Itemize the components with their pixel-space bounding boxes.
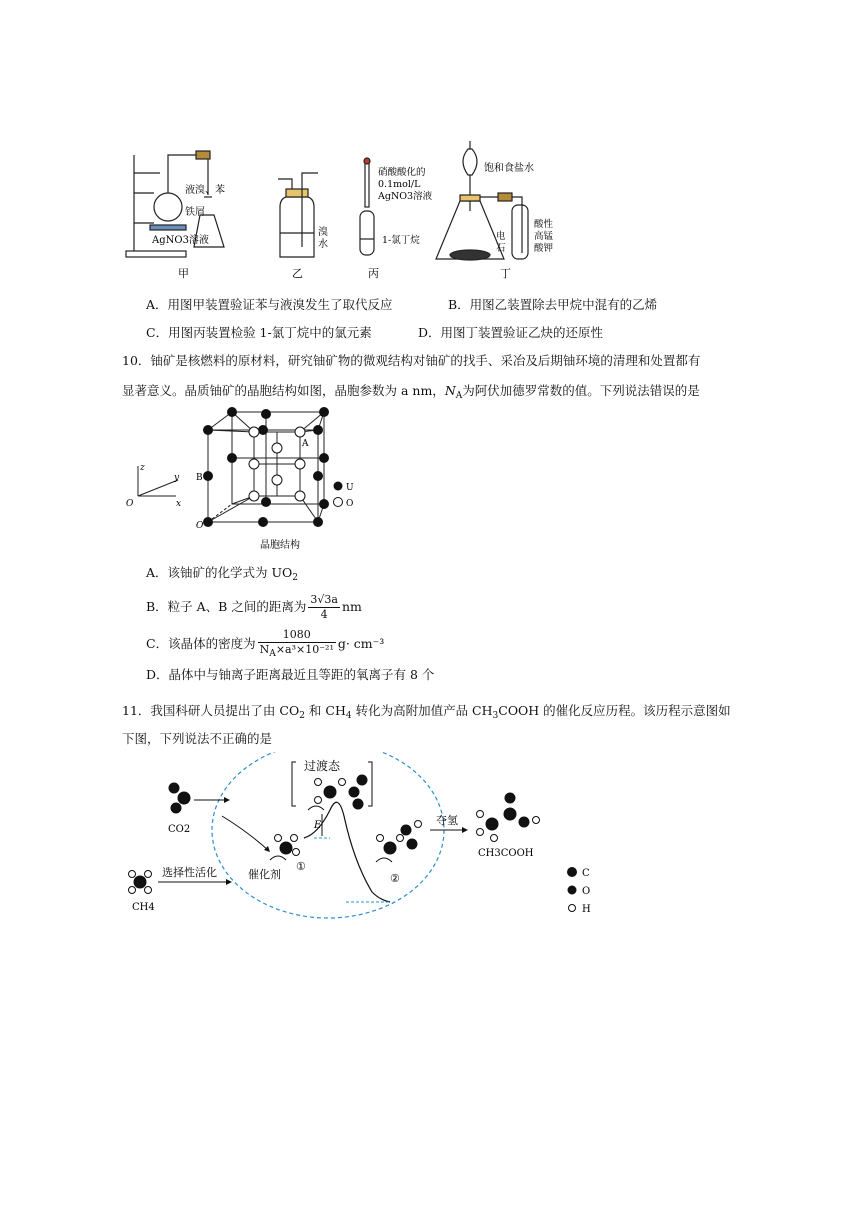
- q10-option-b: [146, 593, 362, 622]
- legend-o: O: [582, 886, 591, 897]
- catalyst-region: [212, 752, 444, 918]
- q11-text-c: 转化为高附加值产品 CH: [351, 703, 493, 718]
- jia-caption: 甲: [178, 267, 189, 280]
- axis-y: y: [174, 473, 180, 483]
- q11-sub-2: 2: [299, 711, 305, 721]
- fraction-numerator: 1080: [258, 628, 336, 643]
- axis-x: x: [176, 499, 182, 509]
- label-co2: CO2: [168, 824, 191, 835]
- label-selective: 选择性活化: [162, 866, 217, 879]
- ding-label-brine: 饱和食盐水: [484, 163, 534, 174]
- ding-label-kmno4-3: 酸钾: [534, 243, 554, 254]
- co2-molecule: [169, 783, 190, 813]
- q11-sub-3: 3: [492, 711, 499, 721]
- ch4-molecule: [129, 871, 152, 894]
- fraction-denominator: 4: [320, 608, 328, 621]
- yi-label-bromine: 溴: [318, 227, 328, 238]
- q10-option-c-unit: g· cm⁻³: [337, 636, 385, 652]
- bing-label-conc: 0.1mol/L: [378, 179, 421, 190]
- q10-option-c-text: C．该晶体的密度为: [146, 636, 256, 652]
- q10-option-a-sub: 2: [292, 573, 299, 583]
- q9-option-d: D．用图丁装置验证乙炔的还原性: [418, 325, 604, 340]
- label-step2: ②: [390, 872, 400, 885]
- legend-h: H: [582, 904, 591, 915]
- apparatus-ding: [436, 141, 528, 260]
- q10-option-b-unit: nm: [341, 599, 362, 614]
- q10-option-c: [146, 628, 384, 661]
- yi-caption: 乙: [292, 267, 303, 280]
- axis-origin: O: [126, 499, 134, 509]
- q11-text-b: 和 CH: [304, 703, 346, 718]
- ding-label-kmno4-2: 高锰: [534, 231, 554, 242]
- q9-option-a: A．用图甲装置验证苯与液溴发生了取代反应: [146, 297, 393, 312]
- q10-stem-na: N: [444, 383, 456, 398]
- label-hydrogen: 夺氢: [436, 814, 458, 827]
- q10-option-c-fraction: [258, 628, 336, 661]
- q10-crystal-figure: [120, 402, 370, 552]
- label-step1: ①: [296, 860, 306, 873]
- bing-label-chloro: 1-氯丁烷: [382, 235, 420, 246]
- q10-stem-na-sub: A: [455, 391, 463, 401]
- q10-option-b-text: B．粒子 A、B 之间的距离为: [146, 599, 307, 614]
- label-catalyst: 催化剂: [248, 868, 281, 881]
- label-o: O: [196, 521, 204, 531]
- q11-sub-4: 4: [345, 711, 352, 721]
- bing-label-agno3: AgNO3溶液: [378, 191, 433, 202]
- q10-option-d: D．晶体中与铀离子距离最近且等距的氧离子有 8 个: [146, 667, 435, 682]
- bing-caption: 丙: [368, 267, 379, 280]
- adsorbed-species-1: [270, 835, 300, 861]
- jia-label-agno3: AgNO3溶液: [152, 235, 209, 246]
- jia-label-iron: 铁屑: [185, 207, 205, 218]
- apparatus-bing: [360, 158, 374, 255]
- legend-o: O: [346, 499, 354, 509]
- label-product: CH3COOH: [478, 848, 534, 859]
- q11-stem-line1: [122, 701, 731, 721]
- axis-z: z: [140, 463, 145, 473]
- transition-state-species: [308, 775, 367, 810]
- q10-option-a-text: A．该铀矿的化学式为 UO: [146, 565, 293, 580]
- apparatus-yi: [278, 173, 318, 257]
- label-transition: 过渡态: [304, 759, 341, 773]
- ch3cooh-molecule: [477, 793, 540, 842]
- adsorbed-species-2: [376, 821, 422, 863]
- q10-option-a: [146, 563, 298, 583]
- q10-option-b-fraction: [308, 593, 340, 622]
- ding-label-stone-1: 电: [496, 231, 506, 242]
- legend-c: C: [582, 868, 590, 879]
- ding-label-stone-2: 石: [496, 243, 506, 254]
- q11-text-a: 11．我国科研人员提出了由 CO: [122, 703, 300, 718]
- q9-apparatus-figure: [120, 135, 580, 285]
- ding-caption: 丁: [500, 267, 511, 280]
- q9-option-b: B．用图乙装置除去甲烷中混有的乙烯: [448, 297, 658, 312]
- energy-curve: [304, 802, 390, 902]
- fraction-denominator: $N_A\times a^3\times 10^{-21}$: [259, 643, 334, 660]
- q10-stem-line2-post: 为阿伏加德罗常数的值。下列说法错误的是: [462, 383, 700, 398]
- jia-label-reagent: 液溴、苯: [185, 185, 225, 196]
- ding-label-kmno4-1: 酸性: [534, 219, 554, 230]
- label-e: E: [314, 820, 322, 831]
- q10-stem-line2-pre: 显著意义。晶质铀矿的晶胞结构如图，晶胞参数为 a nm，: [122, 383, 445, 398]
- bing-label-acid: 硝酸酸化的: [378, 167, 426, 178]
- q11-stem-line2: 下图，下列说法不正确的是: [122, 731, 273, 746]
- q11-text-d: COOH 的催化反应历程。该历程示意图如: [498, 703, 731, 718]
- label-a: A: [302, 439, 309, 449]
- fraction-numerator: 3√3a: [310, 593, 338, 606]
- q11-reaction-figure: [118, 752, 608, 924]
- q10-stem-line1: 10．铀矿是核燃料的原材料，研究铀矿物的微观结构对铀矿的找手、采冶及后期铀环境的清理和处置都有: [122, 353, 701, 368]
- yi-label-water: 水: [318, 239, 328, 250]
- label-ch4: CH4: [132, 902, 155, 913]
- q10-stem-line2: [122, 381, 700, 401]
- q9-option-c: C．用图丙装置检验 1-氯丁烷中的氯元素: [146, 325, 372, 340]
- legend-u: U: [346, 483, 354, 493]
- figure-caption: 晶胞结构: [260, 540, 300, 551]
- label-b: B: [196, 473, 203, 483]
